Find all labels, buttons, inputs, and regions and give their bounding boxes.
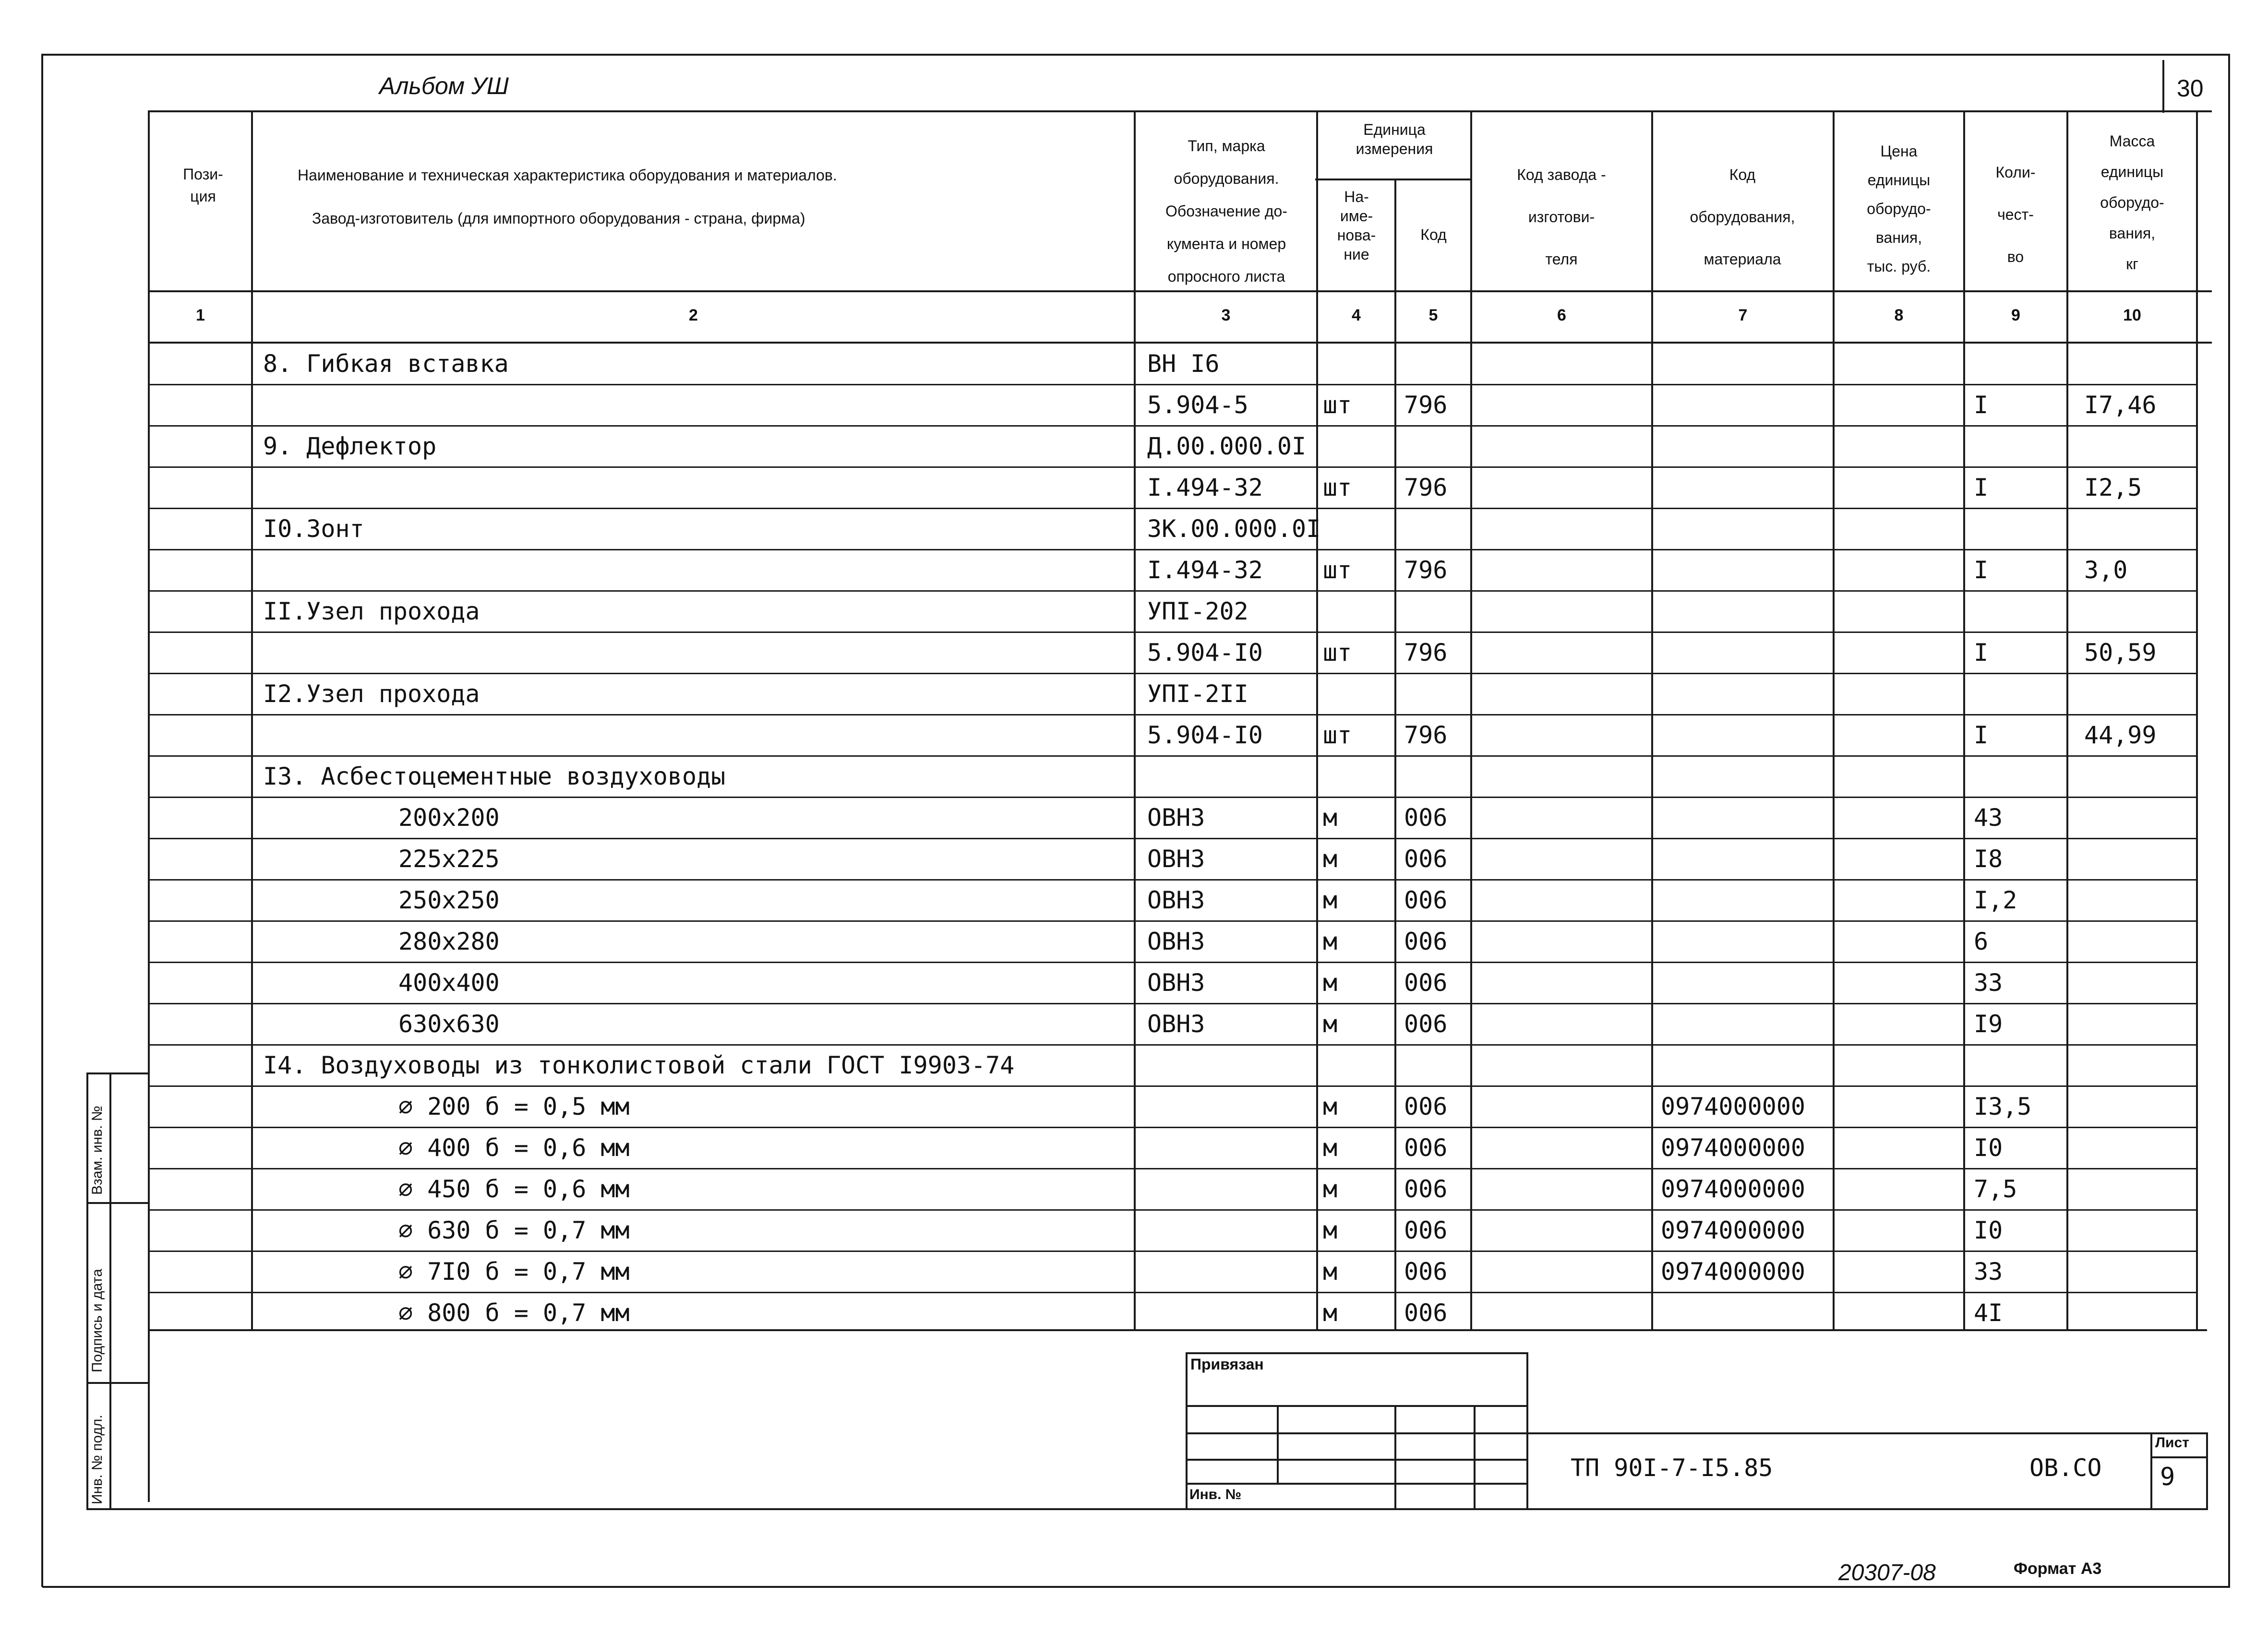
cell-name: 9. Дефлектор — [263, 432, 437, 460]
colnum-bottom-line — [148, 342, 2212, 344]
tb-line-b — [1186, 1432, 1527, 1434]
outer-frame-bottom — [42, 1586, 2230, 1588]
cell-code: 006 — [1404, 1010, 1448, 1038]
row-separator — [148, 962, 2197, 963]
row-separator — [148, 631, 2197, 633]
row-separator — [148, 466, 2197, 468]
colnum-10: 10 — [2123, 306, 2141, 324]
header-equip-code-line1: Код — [1729, 166, 1756, 183]
cell-unit: шт — [1323, 639, 1352, 667]
cell-unit: шт — [1323, 474, 1352, 501]
header-type-line2: оборудования. — [1174, 170, 1279, 187]
header-factory-code-line2: изготови- — [1528, 208, 1595, 226]
header-name — [259, 154, 998, 240]
cell-code: 006 — [1404, 1175, 1448, 1203]
cell-code: 796 — [1404, 556, 1448, 584]
cell-unit: шт — [1323, 556, 1352, 584]
cell-qty: I9 — [1974, 1010, 2003, 1038]
cell-equip-code: 0974000000 — [1661, 1216, 1806, 1244]
cell-qty: I — [1974, 721, 1989, 749]
colnum-5: 5 — [1428, 306, 1438, 324]
cell-qty: I — [1974, 474, 1989, 501]
cell-unit: м — [1323, 845, 1338, 873]
header-price-line2: единицы — [1867, 171, 1931, 189]
cell-type: ОВНЗ — [1147, 804, 1205, 832]
col-line-8 — [1963, 110, 1965, 1330]
tb-top — [1186, 1352, 1527, 1354]
row-separator — [148, 1044, 2197, 1046]
row-separator — [148, 1209, 2197, 1211]
header-unit-name-line2: име- — [1340, 207, 1373, 225]
sheet-number: 9 — [2160, 1463, 2175, 1491]
cell-mass: 44,99 — [2084, 721, 2157, 749]
cell-mass: I7,46 — [2084, 391, 2157, 419]
side-stamp-top — [86, 1072, 149, 1074]
sheet-code: ОВ.СО — [2029, 1454, 2102, 1482]
cell-qty: 6 — [1974, 928, 1989, 955]
cell-qty: I — [1974, 639, 1989, 667]
row-separator — [148, 797, 2197, 798]
cell-unit: м — [1323, 1258, 1338, 1286]
header-type-line3: Обозначение до- — [1165, 203, 1287, 220]
row-separator — [148, 549, 2197, 550]
cell-type: ОВНЗ — [1147, 969, 1205, 997]
cell-qty: I3,5 — [1974, 1093, 2032, 1120]
album-title: Альбом УШ — [379, 72, 509, 99]
outer-frame-top — [42, 54, 2230, 56]
tb-left — [1186, 1352, 1188, 1508]
side-stamp-bottom — [86, 1508, 2208, 1510]
cell-code: 796 — [1404, 721, 1448, 749]
cell-unit: м — [1323, 1175, 1338, 1203]
header-price-line4: вания, — [1875, 229, 1922, 246]
cell-code: 006 — [1404, 969, 1448, 997]
col-line-2 — [1134, 110, 1136, 1330]
cell-unit: м — [1323, 1299, 1338, 1327]
col-line-10 — [2196, 110, 2198, 1330]
side-label-podpis: Подпись и дата — [89, 1269, 105, 1372]
cell-name: II.Узел прохода — [263, 597, 480, 625]
cell-name: ∅ 7I0 б = 0,7 мм — [398, 1258, 630, 1286]
cell-unit: шт — [1323, 721, 1352, 749]
header-unit-code — [1396, 224, 1471, 246]
cell-unit: м — [1323, 1216, 1338, 1244]
row-separator — [148, 590, 2197, 592]
tb-line-c — [1186, 1459, 1527, 1461]
header-factory-code-line1: Код завода - — [1517, 166, 1606, 183]
format-label: Формат А3 — [2014, 1560, 2102, 1578]
cell-name: I0.Зонт — [263, 515, 364, 543]
cell-type: Д.00.000.0I — [1147, 432, 1307, 460]
cell-qty: 4I — [1974, 1299, 2003, 1327]
privyazan-label: Привязан — [1190, 1356, 1264, 1373]
cell-type: УПI-202 — [1147, 597, 1248, 625]
cell-type: ВН I6 — [1147, 350, 1220, 378]
header-type — [1138, 130, 1315, 293]
header-name-line1: Наименование и техническая характеристика оборудования и материалов. — [298, 167, 837, 184]
cell-type: ЗК.00.000.0I — [1147, 515, 1321, 543]
header-unit-line1: Единица — [1363, 121, 1426, 138]
header-type-line5: опросного листа — [1167, 268, 1285, 285]
tb-right-top — [1527, 1432, 2208, 1434]
cell-qty: I,2 — [1974, 886, 2017, 914]
cell-code: 006 — [1404, 845, 1448, 873]
row-separator — [148, 714, 2197, 715]
colnum-8: 8 — [1894, 306, 1904, 324]
cell-qty: I0 — [1974, 1134, 2003, 1162]
colnum-2: 2 — [689, 306, 698, 324]
cell-equip-code: 0974000000 — [1661, 1093, 1806, 1120]
cell-type: ОВНЗ — [1147, 886, 1205, 914]
side-stamp-sep1 — [86, 1202, 149, 1204]
row-separator — [148, 1168, 2197, 1169]
cell-equip-code: 0974000000 — [1661, 1175, 1806, 1203]
cell-qty: 43 — [1974, 804, 2003, 832]
cell-name: ∅ 200 б = 0,5 мм — [398, 1093, 630, 1120]
row-separator — [148, 1003, 2197, 1004]
row-separator — [148, 384, 2197, 385]
cell-qty: I — [1974, 391, 1989, 419]
cell-code: 006 — [1404, 1299, 1448, 1327]
header-price-line1: Цена — [1880, 143, 1918, 160]
cell-type: ОВНЗ — [1147, 845, 1205, 873]
header-factory-code — [1472, 154, 1651, 280]
cell-code: 006 — [1404, 928, 1448, 955]
cell-unit: м — [1323, 804, 1338, 832]
cell-code: 006 — [1404, 1093, 1448, 1120]
tb-sheet-right — [2206, 1432, 2208, 1508]
cell-mass: 50,59 — [2084, 639, 2157, 667]
tb-v2 — [1394, 1405, 1396, 1508]
unit-subheader-line — [1315, 179, 1471, 180]
cell-type: 5.904-5 — [1147, 391, 1248, 419]
side-stamp-mid — [109, 1072, 111, 1509]
tb-sheet-mid — [2150, 1456, 2208, 1458]
header-factory-code-line3: теля — [1545, 250, 1578, 268]
cell-qty: I8 — [1974, 845, 2003, 873]
col-line-7 — [1833, 110, 1835, 1330]
cell-type: I.494-32 — [1147, 474, 1263, 501]
header-type-line4: кумента и номер — [1166, 235, 1286, 252]
header-unit — [1318, 120, 1471, 158]
header-position — [155, 163, 251, 207]
tb-line-a — [1186, 1405, 1527, 1407]
corner-box-left — [2162, 60, 2164, 113]
cell-mass: 3,0 — [2084, 556, 2128, 584]
tb-v1 — [1277, 1405, 1279, 1483]
cell-type: 5.904-I0 — [1147, 721, 1263, 749]
cell-code: 796 — [1404, 391, 1448, 419]
cell-qty: 33 — [1974, 969, 2003, 997]
header-mass — [2068, 126, 2196, 279]
colnum-9: 9 — [2011, 306, 2020, 324]
row-separator — [148, 838, 2197, 839]
side-stamp-sep2 — [86, 1382, 149, 1384]
header-price-line3: оборудо- — [1867, 200, 1931, 217]
cell-code: 006 — [1404, 886, 1448, 914]
col-line-4 — [1394, 179, 1396, 1330]
header-type-line1: Тип, марка — [1188, 137, 1265, 155]
header-mass-line2: единицы — [2100, 163, 2164, 180]
header-unit-name — [1318, 187, 1395, 264]
row-separator — [148, 1085, 2197, 1087]
col-line-3 — [1316, 110, 1318, 1330]
header-mass-line5: кг — [2126, 255, 2138, 273]
tb-right — [1526, 1352, 1528, 1508]
cell-unit: м — [1323, 969, 1338, 997]
header-mass-line3: оборудо- — [2100, 194, 2164, 211]
row-separator — [148, 920, 2197, 922]
header-quantity — [1965, 151, 2066, 278]
page-corner-number: 30 — [2177, 75, 2204, 102]
cell-unit: м — [1323, 1010, 1338, 1038]
outer-frame-left — [41, 54, 43, 1587]
cell-code: 796 — [1404, 474, 1448, 501]
row-separator — [148, 508, 2197, 509]
drawing-number: 20307-08 — [1838, 1560, 1936, 1585]
side-label-inv-podl: Инв. № подл. — [89, 1415, 105, 1504]
cell-qty: 33 — [1974, 1258, 2003, 1286]
row-separator — [148, 425, 2197, 427]
tb-v3 — [1474, 1405, 1476, 1508]
cell-qty: I — [1974, 556, 1989, 584]
doc-code: ТП 90I-7-I5.85 — [1571, 1454, 1773, 1482]
cell-name: 225x225 — [398, 845, 500, 873]
outer-frame-right — [2228, 54, 2230, 1587]
cell-name: I3. Асбестоцементные воздуховоды — [263, 762, 726, 790]
cell-type: ОВНЗ — [1147, 1010, 1205, 1038]
cell-unit: м — [1323, 1134, 1338, 1162]
colnum-3: 3 — [1221, 306, 1231, 324]
row-separator — [148, 879, 2197, 881]
cell-name: 280x280 — [398, 928, 500, 955]
header-quantity-line2: чест- — [1997, 206, 2034, 223]
header-price — [1835, 137, 1963, 281]
header-price-line5: тыс. руб. — [1867, 258, 1931, 275]
header-unit-name-line3: нова- — [1337, 226, 1376, 244]
cell-equip-code: 0974000000 — [1661, 1134, 1806, 1162]
cell-name: ∅ 630 б = 0,7 мм — [398, 1216, 630, 1244]
cell-qty: 7,5 — [1974, 1175, 2017, 1203]
col-line-1 — [251, 110, 253, 1330]
header-unit-line2: измерения — [1356, 140, 1433, 157]
cell-name: 630x630 — [398, 1010, 500, 1038]
side-label-vzam: Взам. инв. № — [89, 1106, 105, 1195]
cell-type: ОВНЗ — [1147, 928, 1205, 955]
cell-name: ∅ 400 б = 0,6 мм — [398, 1134, 630, 1162]
tb-sheet-left — [2150, 1432, 2152, 1508]
cell-code: 006 — [1404, 1216, 1448, 1244]
header-equip-code-line3: материала — [1704, 250, 1781, 268]
col-line-5 — [1470, 110, 1472, 1330]
cell-name: ∅ 450 б = 0,6 мм — [398, 1175, 630, 1203]
row-separator — [148, 673, 2197, 674]
inv-no-label: Инв. № — [1189, 1487, 1242, 1502]
cell-type: УПI-2II — [1147, 680, 1248, 708]
cell-name: I4. Воздуховоды из тонколистовой стали ГОСТ I9903-74 — [263, 1051, 1015, 1079]
cell-equip-code: 0974000000 — [1661, 1258, 1806, 1286]
side-stamp-left — [86, 1072, 88, 1509]
cell-unit: м — [1323, 886, 1338, 914]
colnum-4: 4 — [1352, 306, 1361, 324]
cell-name: 400x400 — [398, 969, 500, 997]
cell-qty: I0 — [1974, 1216, 2003, 1244]
header-mass-line1: Масса — [2109, 132, 2155, 150]
cell-name: I2.Узел прохода — [263, 680, 480, 708]
col-line-6 — [1651, 110, 1653, 1330]
cell-code: 796 — [1404, 639, 1448, 667]
cell-code: 006 — [1404, 1258, 1448, 1286]
cell-code: 006 — [1404, 1134, 1448, 1162]
cell-type: I.494-32 — [1147, 556, 1263, 584]
cell-name: ∅ 800 б = 0,7 мм — [398, 1299, 630, 1327]
header-equip-code-line2: оборудования, — [1690, 208, 1795, 226]
header-quantity-line3: во — [2007, 248, 2024, 265]
sheet-label: Лист — [2155, 1435, 2189, 1451]
cell-name: 8. Гибкая вставка — [263, 350, 509, 378]
tb-line-d — [1186, 1483, 1527, 1485]
header-unit-code-line1: Код — [1420, 226, 1447, 243]
header-unit-name-line1: На- — [1344, 188, 1369, 205]
cell-type: 5.904-I0 — [1147, 639, 1263, 667]
header-unit-name-line4: ние — [1344, 246, 1369, 263]
table-top-line — [148, 110, 2212, 112]
cell-name: 200x200 — [398, 804, 500, 832]
cell-unit: м — [1323, 928, 1338, 955]
cell-code: 006 — [1404, 804, 1448, 832]
row-separator — [148, 1127, 2197, 1128]
row-separator — [148, 755, 2197, 757]
header-position-line1: Пози- — [183, 166, 223, 183]
colnum-1: 1 — [196, 306, 205, 324]
cell-unit: м — [1323, 1093, 1338, 1120]
table-bottom-line — [148, 1329, 2207, 1331]
header-equip-code — [1653, 154, 1832, 280]
header-name-line2: Завод-изготовитель (для импортного оборудования - страна, фирма) — [312, 210, 805, 227]
col-line-9 — [2066, 110, 2068, 1330]
row-separator — [148, 1251, 2197, 1252]
cell-mass: I2,5 — [2084, 474, 2142, 501]
colnum-7: 7 — [1738, 306, 1748, 324]
colnum-6: 6 — [1557, 306, 1566, 324]
header-quantity-line1: Коли- — [1995, 164, 2036, 181]
cell-name: 250x250 — [398, 886, 500, 914]
header-position-line2: ция — [190, 188, 216, 205]
cell-unit: шт — [1323, 391, 1352, 419]
header-mass-line4: вания, — [2109, 225, 2156, 242]
row-separator — [148, 1292, 2197, 1293]
